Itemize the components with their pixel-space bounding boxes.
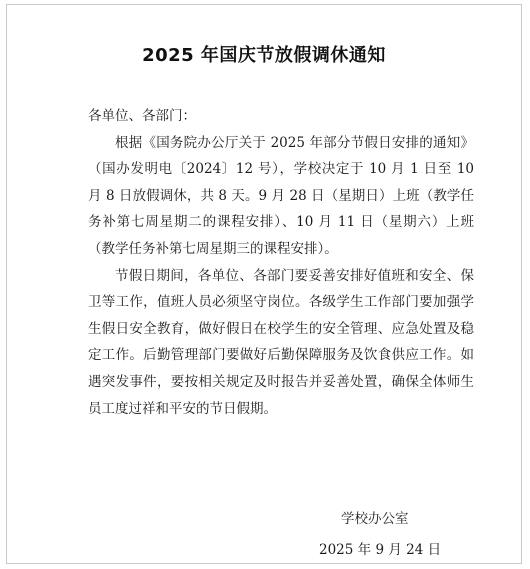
notice-title: 2025 年国庆节放假调休通知 — [142, 45, 386, 66]
document-page — [6, 4, 522, 564]
paragraph-duties: 节假日期间，各单位、各部门要妥善安排好值班和安全、保卫等工作，值班人员必须坚守岗位。各级学生工作部门要加强学生假日安全教育，做好假日在校学生的安全管理、应急处置及稳定工作。后勤管理部门要做好后勤保障服务及饮食供应工作。如遇突发事件，要按相关规定及时报告并妥善处置，确保全体师生员工度过祥和平安的节日假期。 — [88, 267, 474, 417]
signature-office: 学校办公室 — [341, 511, 409, 527]
paragraph-schedule: 根据《国务院办公厅关于 2025 年部分节假日安排的通知》（国办发明电〔2024〕12 号），学校决定于 10 月 1 日至 10 月 8 日放假调休，共 8 天。9 月 28 日（星期日）上班（教学任务补第七周星期二的课程安排）、10 月 11 日（星期六）上班（教学任务补第七周星期三的课程安排）。 — [88, 134, 474, 257]
signature-date: 2025 年 9 月 24 日 — [319, 542, 442, 558]
notice-body — [88, 103, 474, 422]
salutation: 各单位、各部门： — [88, 108, 196, 124]
